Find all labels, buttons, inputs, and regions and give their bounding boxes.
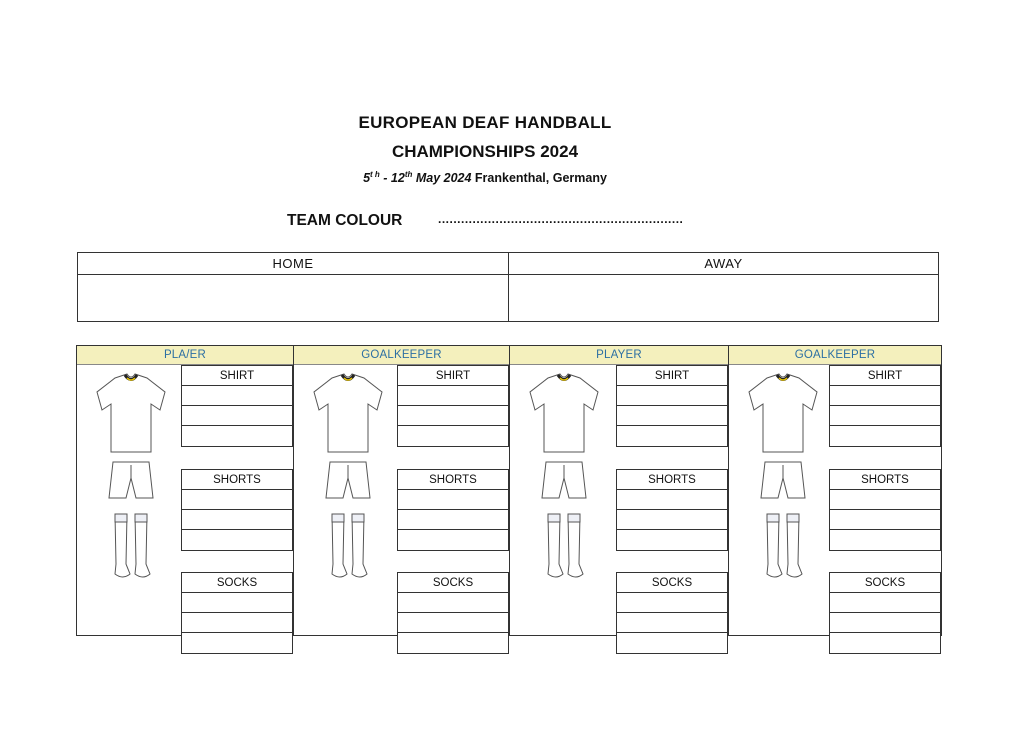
shorts-drawing — [542, 462, 586, 498]
away-header: AWAY — [509, 253, 938, 275]
socks-colour-field[interactable] — [617, 593, 727, 613]
shorts-colour-field[interactable] — [830, 490, 940, 510]
shirt-label: SHIRT — [398, 366, 508, 386]
kit-illustration — [85, 368, 177, 593]
event-title-line2: CHAMPIONSHIPS 2024 — [391, 142, 579, 161]
kit-drawing — [518, 368, 610, 593]
shirt-colour-field[interactable] — [182, 386, 292, 406]
event-date-location: $5^{t h} - 12th$ May 2024 Frankenthal, Germany — [363, 170, 607, 186]
home-column — [78, 253, 509, 321]
shorts-label: SHORTS — [617, 470, 727, 490]
socks-colour-field[interactable] — [398, 593, 508, 613]
shorts-drawing — [326, 462, 370, 498]
socks-colour-field[interactable] — [182, 593, 292, 613]
shorts-colour-field[interactable] — [617, 510, 727, 530]
shorts-box — [181, 469, 293, 551]
shorts-colour-field[interactable] — [398, 530, 508, 550]
kit-panel — [77, 346, 294, 635]
kit-panel — [294, 346, 510, 635]
shorts-colour-field[interactable] — [182, 510, 292, 530]
shorts-colour-field[interactable] — [182, 530, 292, 550]
socks-colour-field[interactable] — [617, 613, 727, 633]
socks-label: SOCKS — [617, 573, 727, 593]
shirt-box — [829, 365, 941, 447]
kit-illustration — [518, 368, 610, 593]
home-header: HOME — [78, 253, 508, 275]
shirt-drawing — [314, 374, 382, 452]
shorts-colour-field[interactable] — [398, 510, 508, 530]
socks-colour-field[interactable] — [398, 613, 508, 633]
shirt-colour-field[interactable] — [617, 406, 727, 426]
shorts-colour-field[interactable] — [830, 530, 940, 550]
socks-label: SOCKS — [398, 573, 508, 593]
shirt-label: SHIRT — [617, 366, 727, 386]
kit-drawing — [302, 368, 394, 593]
shirt-colour-field[interactable] — [830, 426, 940, 446]
shirt-colour-field[interactable] — [182, 406, 292, 426]
shorts-label: SHORTS — [182, 470, 292, 490]
socks-box — [397, 572, 509, 654]
socks-label: SOCKS — [182, 573, 292, 593]
shirt-label: SHIRT — [182, 366, 292, 386]
shirt-box — [181, 365, 293, 447]
socks-box — [829, 572, 941, 654]
socks-drawing — [332, 514, 367, 577]
shirt-drawing — [97, 374, 165, 452]
away-field[interactable] — [509, 275, 938, 322]
shirt-box — [397, 365, 509, 447]
kit-panel-title: PLA/ER — [77, 346, 293, 365]
team-colour-field[interactable]: ................................................................ — [438, 212, 684, 226]
kit-panel-title: GOALKEEPER — [729, 346, 941, 365]
kit-panel-title: PLAYER — [510, 346, 728, 365]
shirt-colour-field[interactable] — [617, 386, 727, 406]
socks-colour-field[interactable] — [617, 633, 727, 653]
kit-panel — [510, 346, 729, 635]
away-column — [509, 253, 938, 321]
socks-colour-field[interactable] — [830, 593, 940, 613]
team-colour-label: TEAM COLOUR — [287, 212, 403, 229]
shorts-colour-field[interactable] — [617, 490, 727, 510]
socks-box — [616, 572, 728, 654]
shorts-colour-field[interactable] — [182, 490, 292, 510]
socks-colour-field[interactable] — [182, 613, 292, 633]
socks-drawing — [767, 514, 802, 577]
shorts-box — [616, 469, 728, 551]
kit-panel — [729, 346, 941, 635]
socks-colour-field[interactable] — [830, 613, 940, 633]
shirt-drawing — [530, 374, 598, 452]
kit-drawing — [85, 368, 177, 593]
shirt-drawing — [749, 374, 817, 452]
shirt-colour-field[interactable] — [398, 426, 508, 446]
event-title-line1: EUROPEAN DEAF HANDBALL — [358, 113, 612, 132]
shirt-colour-field[interactable] — [617, 426, 727, 446]
shorts-box — [829, 469, 941, 551]
shorts-drawing — [109, 462, 153, 498]
shirt-colour-field[interactable] — [182, 426, 292, 446]
shirt-colour-field[interactable] — [830, 406, 940, 426]
shorts-label: SHORTS — [830, 470, 940, 490]
shorts-colour-field[interactable] — [830, 510, 940, 530]
shorts-box — [397, 469, 509, 551]
shorts-colour-field[interactable] — [617, 530, 727, 550]
home-field[interactable] — [78, 275, 508, 322]
kit-panel-title: GOALKEEPER — [294, 346, 509, 365]
home-away-table — [77, 252, 939, 322]
socks-colour-field[interactable] — [182, 633, 292, 653]
socks-colour-field[interactable] — [398, 633, 508, 653]
socks-box — [181, 572, 293, 654]
shirt-label: SHIRT — [830, 366, 940, 386]
kit-drawing — [737, 368, 829, 593]
shirt-colour-field[interactable] — [398, 406, 508, 426]
shirt-box — [616, 365, 728, 447]
kit-illustration — [302, 368, 394, 593]
socks-drawing — [548, 514, 583, 577]
shirt-colour-field[interactable] — [398, 386, 508, 406]
shorts-drawing — [761, 462, 805, 498]
socks-label: SOCKS — [830, 573, 940, 593]
shorts-colour-field[interactable] — [398, 490, 508, 510]
shorts-label: SHORTS — [398, 470, 508, 490]
kit-panels — [76, 345, 942, 636]
socks-colour-field[interactable] — [830, 633, 940, 653]
socks-drawing — [115, 514, 150, 577]
shirt-colour-field[interactable] — [830, 386, 940, 406]
kit-illustration — [737, 368, 829, 593]
